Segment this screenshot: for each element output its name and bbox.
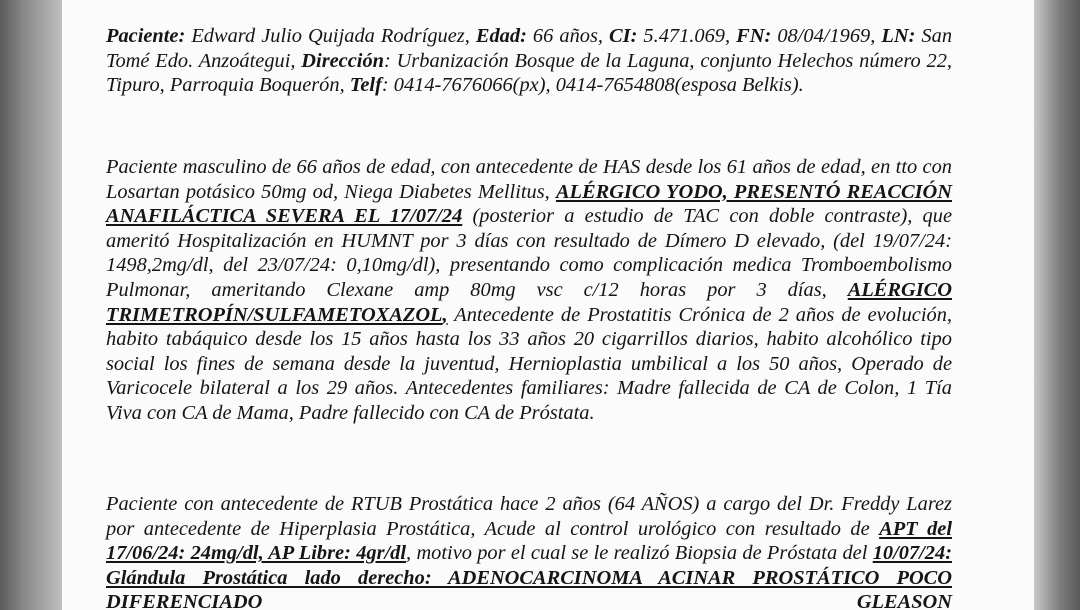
history-paragraph [106, 155, 952, 426]
history-text-3: Antecedente de Prostatitis Crónica de 2 años de evolución, habito tabáquico desde los 15 años hasta los 33 años 20 cigarrillos diarios, habito alcohólico tipo social los fines de semana desde la juventud, Hernioplastia umbilical a los 50 años, Operado de Varicocele bilateral a los 29 años. Antecedentes familiares: Madre fallecida de CA de Colon, 1 Tía Viva con CA de Mama, Padre fallecido con CA de Próstata. [106, 303, 952, 424]
allergy-trimethoprim: ALÉRGICO TRIMETROPÍN/SULFAMETOXAZOL [106, 278, 952, 326]
biopsy-result: 10/07/24: Glándula Prostática lado derecho: ADENOCARCINOMA ACINAR PROSTÁTICO POCO DIFERENCIADO GLEASON [106, 542, 952, 610]
paciente-value: Edward Julio Quijada Rodríguez, [185, 25, 476, 47]
edad-label: Edad: [475, 25, 527, 47]
current-illness-paragraph [106, 492, 952, 610]
allergy-trimethoprim-punct: , [442, 303, 448, 326]
paciente-label: Paciente: [106, 25, 186, 47]
fn-value: 08/04/1969, [771, 25, 882, 47]
direccion-value: : Urbanización Bosque de la Laguna, conjunto Helechos número 22, Tipuro, Parroquia Boquerón, [106, 49, 953, 97]
fn-label: FN: [736, 25, 772, 47]
history-text-1: Paciente masculino de 66 años de edad, con antecedente de HAS desde los 61 años de edad, en tto con Losartan potásico 50mg od, Niega Diabetes Mellitus, [106, 156, 952, 203]
ci-value: 5.471.069, [637, 25, 737, 47]
telf-value: : 0414-7676066(px), 0414-7654808(esposa Belkis). [381, 74, 804, 97]
document-page [62, 0, 1034, 610]
patient-header-paragraph [106, 24, 952, 98]
telf-label: Telf [349, 74, 382, 97]
direccion-label: Dirección [301, 49, 384, 72]
apt-result: APT del 17/06/24: 24mg/dl, AP Libre: 4gr/dl [106, 517, 952, 565]
left-shadow-edge [0, 0, 62, 610]
allergy-iodine: ALÉRGICO YODO, PRESENTÓ REACCIÓN ANAFILÁCTICA SEVERA EL 17/07/24 [106, 180, 952, 228]
current-text-1: Paciente con antecedente de RTUB Prostática hace 2 años (64 AÑOS) a cargo del Dr. Freddy Larez por antecedente de Hiperplasia Prostática, Acude al control urológico con resultado de [106, 493, 952, 540]
ci-label: CI: [609, 25, 638, 47]
ln-value: San Tomé Edo. Anzoátegui, [106, 25, 953, 72]
ln-label: LN: [881, 25, 916, 47]
edad-value: 66 años, [526, 25, 610, 47]
current-text-2: , motivo por el cual se le realizó Biopsia de Próstata del [406, 542, 873, 565]
history-text-2: (posterior a estudio de TAC con doble contraste), que ameritó Hospitalización en HUMNT por 3 días con resultado de Dímero D elevado, (del 19/07/24: 1498,2mg/dl, del 23/07/24: 0,10mg/dl), presentando como complicación medica Tromboembolismo Pulmonar, ameritando Clexane amp 80mg vsc c/12 horas por 3 días, [106, 205, 952, 301]
right-shadow-edge [1034, 0, 1080, 610]
